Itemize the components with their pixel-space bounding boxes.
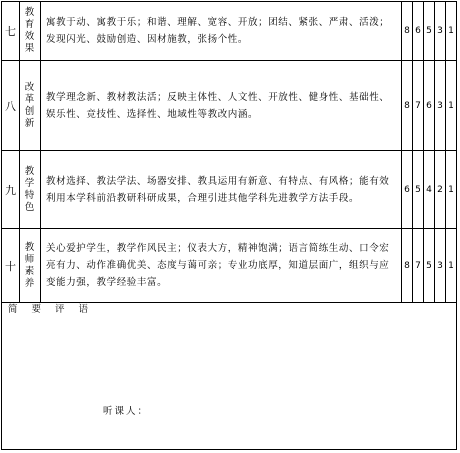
comment-label: 简要评语 xyxy=(8,304,103,315)
score-option: 7 xyxy=(413,61,424,151)
score-option: 6 xyxy=(413,2,424,61)
score-option: 6 xyxy=(424,61,435,151)
score-option: 3 xyxy=(435,2,446,61)
row-number: 八 xyxy=(2,61,20,151)
score-option: 6 xyxy=(402,151,413,229)
item-char: 素 xyxy=(24,265,36,277)
score-option: 5 xyxy=(424,229,435,303)
item-char: 师 xyxy=(24,253,36,265)
item-char: 新 xyxy=(24,117,36,129)
item-char: 特 xyxy=(24,189,36,201)
table-row xyxy=(2,229,457,303)
item-char: 改 xyxy=(24,81,36,93)
listener-label: 听课人： xyxy=(103,406,150,417)
table-row xyxy=(2,2,457,61)
item-char: 创 xyxy=(24,105,36,117)
item-char: 育 xyxy=(24,19,36,30)
item-name xyxy=(20,2,41,61)
row-number: 九 xyxy=(2,151,20,229)
score-option: 1 xyxy=(446,2,457,61)
score-option: 1 xyxy=(446,229,457,303)
item-char: 色 xyxy=(24,201,36,213)
item-char: 学 xyxy=(24,177,36,189)
item-name xyxy=(20,229,41,303)
criteria-description: 寓教于动、寓教于乐；和谐、理解、宽容、开放；团结、紧张、严肃、活泼；发现闪光、鼓励创造、因材施教，张扬个性。 xyxy=(41,2,402,61)
score-option: 1 xyxy=(446,61,457,151)
item-name xyxy=(20,61,41,151)
table-row xyxy=(2,151,457,229)
item-name xyxy=(20,151,41,229)
score-option: 8 xyxy=(402,61,413,151)
row-number: 十 xyxy=(2,229,20,303)
evaluation-table xyxy=(1,1,457,303)
score-option: 8 xyxy=(402,2,413,61)
item-char: 革 xyxy=(24,93,36,105)
table-row xyxy=(2,61,457,151)
score-option: 5 xyxy=(413,151,424,229)
item-char: 果 xyxy=(24,43,36,54)
criteria-description: 关心爱护学生，教学作风民主；仪表大方，精神饱满；语言简练生动、口令宏亮有力、动作准确优美、态度与蔼可亲；专业功底厚，知道层面广，组织与应变能力强，教学经验丰富。 xyxy=(41,229,402,303)
score-option: 5 xyxy=(424,2,435,61)
criteria-description: 教材选择、教法学法、场器安排、教具运用有新意、有特点、有风格；能有效利用本学科前沿教研科研成果，合理引进其他学科先进教学方法手段。 xyxy=(41,151,402,229)
item-char: 效 xyxy=(24,31,36,42)
score-option: 1 xyxy=(446,151,457,229)
score-option: 3 xyxy=(435,61,446,151)
row-number: 七 xyxy=(2,2,20,61)
score-option: 7 xyxy=(413,229,424,303)
item-char: 养 xyxy=(24,277,36,289)
comment-section xyxy=(1,297,457,450)
item-char: 教 xyxy=(24,241,36,253)
score-option: 2 xyxy=(435,151,446,229)
criteria-description: 教学理念新、教材教法活；反映主体性、人文性、开放性、健身性、基础性、娱乐性、竞技性、选择性、地域性等教改内涵。 xyxy=(41,61,402,151)
item-char: 教 xyxy=(24,165,36,177)
item-char: 教 xyxy=(24,7,36,18)
score-option: 4 xyxy=(424,151,435,229)
score-option: 8 xyxy=(402,229,413,303)
score-option: 3 xyxy=(435,229,446,303)
